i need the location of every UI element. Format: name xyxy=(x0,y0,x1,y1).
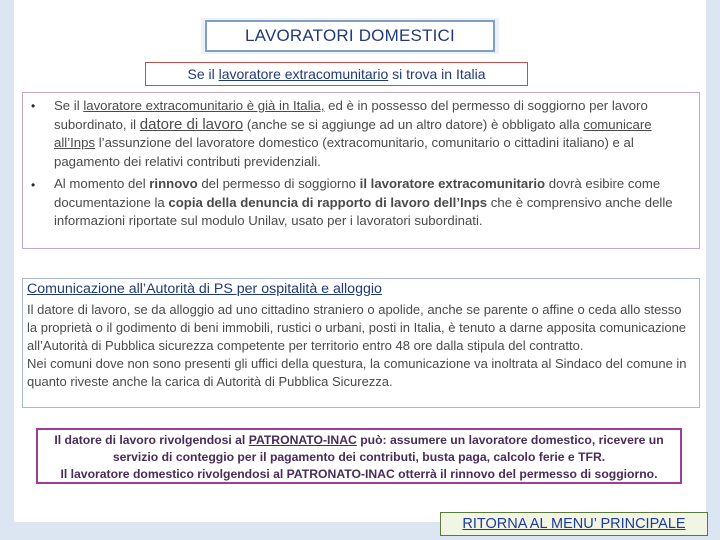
b2-p1: Al momento del xyxy=(54,176,150,191)
subtitle-pre: Se il xyxy=(187,66,219,82)
bullet-box xyxy=(22,92,700,249)
bullet-marker-1: • xyxy=(31,99,36,113)
ps-heading: Comunicazione all’Autorità di PS per ospitalità e alloggio xyxy=(27,281,382,297)
b2-p4: che è comprensivo anche delle informazioni riportate sul modulo Unilav, usato per i lavoratori subordinati. xyxy=(54,194,673,228)
bullet-text-2 xyxy=(54,175,694,231)
page-title: LAVORATORI DOMESTICI xyxy=(205,20,495,52)
b1-p1: Se il xyxy=(54,98,84,113)
subtitle-underlined: lavoratore extracomunitario xyxy=(218,66,389,82)
b1-p2big: datore di lavoro xyxy=(139,115,244,133)
subtitle-box xyxy=(145,62,528,86)
ps-para-2: Nei comuni dove non sono presenti gli uffici della questura, la comunicazione va inoltrata al Sindaco del comune in quanto riveste anche la carica di Autorità di Pubblica Sicurezza. xyxy=(27,356,687,389)
bullet-text-1 xyxy=(54,97,694,171)
b2-p2: del permesso di soggiorno xyxy=(197,176,360,191)
b1-p3: (anche se si aggiunge ad un altro datore) è obbligato alla xyxy=(243,116,584,132)
patronato-notice xyxy=(36,428,682,484)
b2-p3b: copia della denuncia di rapporto di lavoro dell’Inps xyxy=(168,194,488,210)
bullet-marker-2: • xyxy=(31,178,36,192)
b2-p1b: rinnovo xyxy=(149,176,198,191)
b1-p3u: comunicare all’Inps xyxy=(54,116,652,150)
ps-communication-box xyxy=(22,278,700,408)
ps-paragraph xyxy=(27,301,695,391)
back-to-main-menu-link[interactable]: RITORNA AL MENU’ PRINCIPALE xyxy=(440,512,708,536)
notice-patronato: PATRONATO-INAC xyxy=(248,433,357,447)
notice-l2: Il lavoratore domestico rivolgendosi al PATRONATO-INAC otterrà il rinnovo del permesso di soggiorno. xyxy=(60,467,658,481)
right-frame-band xyxy=(706,0,720,540)
b1-p2: ed è in possesso del permesso di soggiorno per lavoro subordinato, il xyxy=(54,98,648,132)
b1-p4: l’assunzione del lavoratore domestico (extracomunitario, comunitario o cittadini italiano) e al pagamento dei relativi contributi previdenziali. xyxy=(54,135,634,169)
subtitle-post: si trova in Italia xyxy=(388,66,486,82)
b2-p3: dovrà esibire come documentazione la xyxy=(54,176,661,210)
b2-p2b: il lavoratore extracomunitario xyxy=(359,176,546,191)
notice-l1b: può: assumere un lavoratore domestico, ricevere un servizio di conteggio per il pagamento dei contributi, busta paga, calcolo ferie e TFR. xyxy=(112,433,664,464)
ps-para-1: Il datore di lavoro, se da alloggio ad uno cittadino straniero o apolide, anche se parente o affine o ceda allo stesso la proprietà o il godimento di beni immobili, rustici o urbani, posti in Italia, è tenuto a darne apposita comunicazione all’Autorità di Pubblica sicurezza competente per territorio entro 48 ore dalla stipula del contratto. xyxy=(27,302,687,353)
left-frame-band xyxy=(0,0,14,540)
b1-p1u: lavoratore extracomunitario è già in Italia, xyxy=(83,98,325,113)
notice-l1a: Il datore di lavoro rivolgendosi al xyxy=(54,433,249,447)
